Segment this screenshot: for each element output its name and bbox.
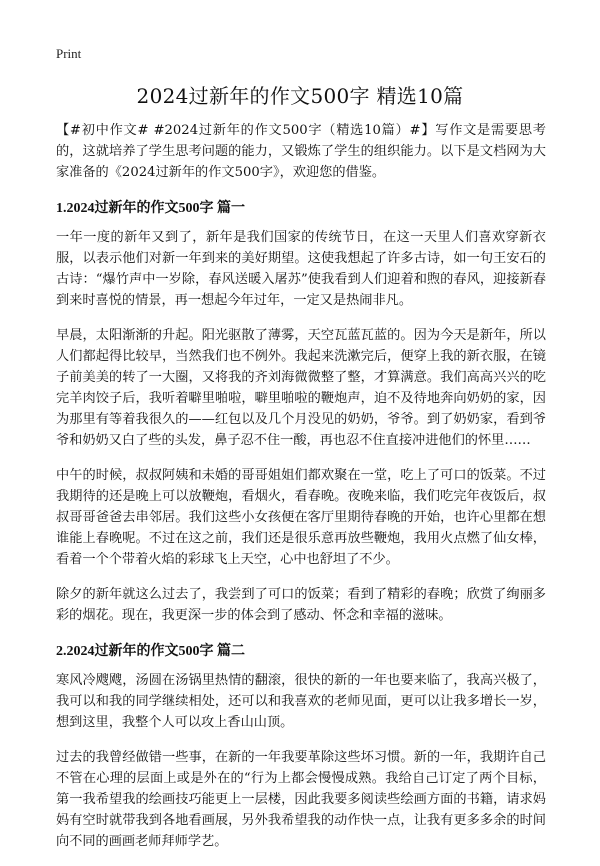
- document-title: 2024过新年的作文500字 精选10篇: [136, 84, 464, 108]
- paragraph: 早晨，太阳渐渐的升起。阳光驱散了薄雾，天空瓦蓝瓦蓝的。因为今天是新年，所以人们都起得比较早，当然我们也不例外。我起来洗漱完后，便穿上我的新衣服，在镜子前美美的转了一大圈，又将我的齐刘海微微整了整，才算满意。我们高高兴兴的吃完羊肉饺子后，我听着噼里啪啦，噼里啪啦的鞭炮声，迫不及待地奔向奶奶的家，因为那里有等着我很久的——红包以及几个月没见的奶奶，爷爷。到了奶奶家，看到爷爷和奶奶又白了些的头发，鼻子忍不住一酸，再也忍不住直接冲进他们的怀里……: [56, 328, 546, 448]
- intro-paragraph: 【#初中作文# #2024过新年的作文500字（精选10篇）#】写作文是需要思考的，这就培养了学生思考问题的能力，又锻炼了学生的组织能力。以下是文档网为大家准备的《2024过新年的作文500字》，欢迎您的借鉴。: [56, 123, 546, 180]
- paragraph: 寒风冷飕飕，汤圆在汤锅里热情的翻滚，很快的新的一年也要来临了，我高兴极了，我可以和我的同学继续相处，还可以和我喜欢的老师见面，更可以让我多增长一岁，想到这里，我整个人可以攻上香山山顶。: [56, 673, 546, 730]
- paragraph: 除夕的新年就这么过去了，我尝到了可口的饭菜；看到了精彩的春晚；欣赏了绚丽多彩的烟花。现在，我更深一步的体会到了感动、怀念和幸福的滋味。: [56, 587, 546, 623]
- paragraph: 一年一度的新年又到了，新年是我们国家的传统节日，在这一天里人们喜欢穿新衣服，以表示他们对新一年到来的美好期望。这使我想起了许多古诗，如一句王安石的古诗：“爆竹声中一岁除，春风送暖入屠苏”使我看到人们迎着和煦的春风，迎接新春到来时喜悦的情景，再一想起今年过年，一定又是热闹非凡。: [56, 230, 546, 308]
- document-body: [56, 120, 546, 866]
- print-label[interactable]: Print: [56, 46, 82, 61]
- section-heading-2: 2.2024过新年的作文500字 篇二: [56, 644, 245, 659]
- paragraph: 中午的时候，叔叔阿姨和未婚的哥哥姐姐们都欢聚在一堂，吃上了可口的饭菜。不过我期待的还是晚上可以放鞭炮，看烟火，看春晚。夜晚来临，我们吃完年夜饭后，叔叔哥哥爸爸去串邻居。我们这些小女孩便在客厅里期待春晚的开始，也许心里都在想谁能上春晚呢。不过在这之前，我们还是很乐意再放些鞭炮，我用火点燃了仙女棒，看着一个个带着火焰的彩球飞上天空，心中也舒坦了不少。: [56, 468, 546, 567]
- section-heading-1: 1.2024过新年的作文500字 篇一: [56, 201, 245, 216]
- paragraph: 过去的我曾经做错一些事，在新的一年我要革除这些坏习惯。新的一年，我期许自己不管在心理的层面上或是外在的“行为上都会慢慢成熟。我给自己订定了两个目标，第一我希望我的绘画技巧能更上一层楼，因此我要多阅读些绘画方面的书籍，请求妈妈有空时就带我到各地看画展，另外我希望我的动作快一点，让我有更多多余的时间向不同的画画老师拜师学艺。: [56, 750, 546, 849]
